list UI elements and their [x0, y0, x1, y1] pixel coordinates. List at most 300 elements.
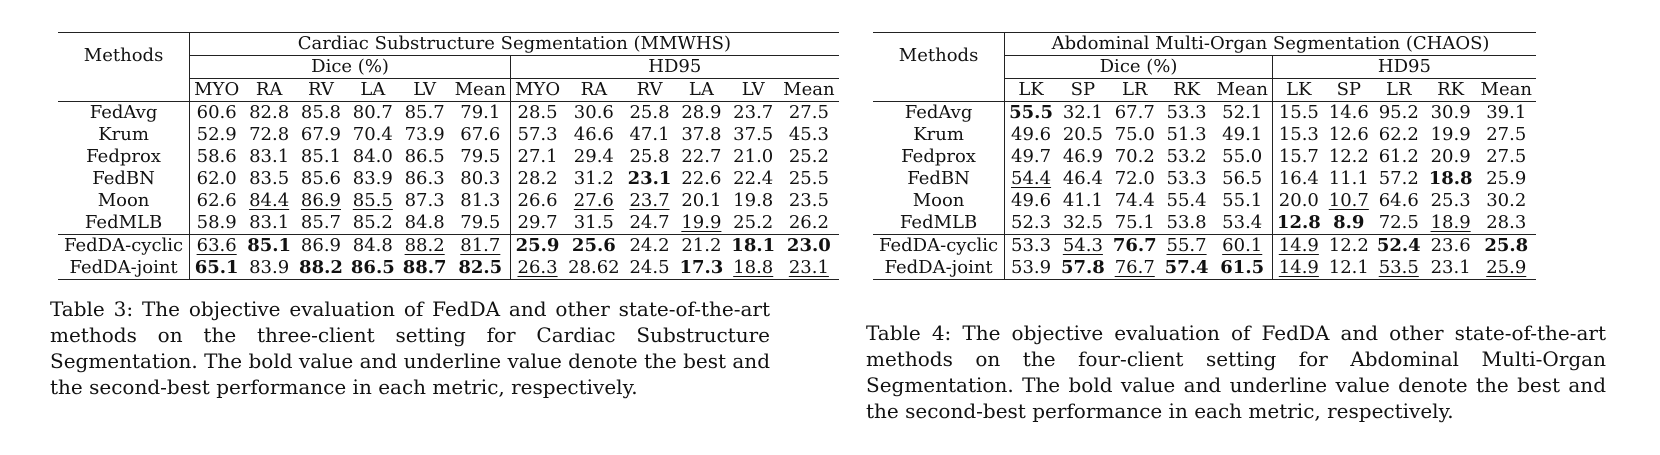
- table-cell: [1272, 257, 1324, 280]
- cell-value: 23.7: [629, 190, 670, 211]
- cell-value: 53.2: [1166, 146, 1207, 167]
- table-cell: [564, 102, 624, 125]
- table-cell: [347, 146, 399, 168]
- cell-value: 14.6: [1328, 102, 1369, 123]
- table-4-block: [873, 32, 1613, 280]
- column-header: RK: [1173, 79, 1201, 100]
- column-header: RA: [255, 79, 283, 100]
- cell-value: 70.4: [352, 124, 393, 145]
- table-cell: [1425, 190, 1477, 212]
- cell-value: 25.5: [788, 168, 829, 189]
- table-cell: [779, 257, 838, 280]
- cell-value: 79.1: [460, 102, 501, 123]
- table-cell: [1425, 212, 1477, 235]
- table-3-caption: Table 3: The objective evaluation of FedDA and other state-of-the-art methods on the three-client setting for Cardiac Substructure Segmentation. The bold value and underline value denote the best and the second-best performance in each metric, respectively.: [50, 297, 770, 399]
- cell-value: 46.6: [573, 124, 614, 145]
- cell-value: 20.1: [681, 190, 722, 211]
- table-cell: [1373, 168, 1425, 190]
- cell-value: 17.3: [679, 257, 724, 278]
- cell-value: 25.3: [1430, 190, 1471, 211]
- cell-value: 23.1: [1430, 257, 1471, 278]
- table-cell: [347, 212, 399, 235]
- cell-value: 72.0: [1114, 168, 1155, 189]
- table-row: [58, 168, 839, 190]
- cell-value: 28.2: [517, 168, 558, 189]
- cell-value: 12.1: [1328, 257, 1369, 278]
- table-group-title: Abdominal Multi-Organ Segmentation (CHAOS): [1005, 33, 1536, 56]
- table-cell: [347, 190, 399, 212]
- table-cell: [451, 124, 511, 146]
- table-cell: [1325, 102, 1373, 125]
- table-cell: [564, 212, 624, 235]
- cell-value: 52.4: [1376, 235, 1421, 256]
- cell-value: 27.5: [1486, 124, 1527, 145]
- cell-value: 74.4: [1114, 190, 1155, 211]
- table-cell: [564, 257, 624, 280]
- table-cell: [1325, 235, 1373, 258]
- table-cell: [675, 124, 727, 146]
- table-row: [58, 146, 839, 168]
- table-cell: [1477, 168, 1536, 190]
- cell-value: 31.2: [573, 168, 614, 189]
- cell-value: 25.8: [629, 102, 670, 123]
- cell-value: 86.9: [300, 235, 341, 256]
- method-name: Krum: [873, 124, 1005, 146]
- cell-value: 76.7: [1114, 257, 1155, 278]
- cell-value: 18.1: [731, 235, 776, 256]
- table-cell: [1161, 168, 1213, 190]
- table-cell: [347, 168, 399, 190]
- table-cell: [1057, 257, 1109, 280]
- table-cell: [1057, 146, 1109, 168]
- cell-value: 62.0: [196, 168, 237, 189]
- table-cell: [1272, 168, 1324, 190]
- cell-value: 83.9: [249, 257, 290, 278]
- table-cell: [1213, 235, 1273, 258]
- table-row: [873, 146, 1536, 168]
- cell-value: 88.2: [299, 257, 343, 278]
- cell-value: 84.8: [352, 235, 393, 256]
- cell-value: 75.1: [1114, 212, 1155, 233]
- table-cell: [624, 190, 676, 212]
- table-cell: [190, 168, 244, 190]
- table-cell: [1425, 257, 1477, 280]
- table-cell: [1373, 235, 1425, 258]
- table-cell: [1477, 212, 1536, 235]
- table-cell: [511, 257, 565, 280]
- table-cell: [1057, 168, 1109, 190]
- table-cell: [1109, 235, 1161, 258]
- column-header: RV: [636, 79, 663, 100]
- table-cell: [675, 257, 727, 280]
- method-name: FedAvg: [873, 102, 1005, 125]
- cell-value: 54.4: [1011, 168, 1052, 189]
- cell-value: 53.3: [1166, 168, 1207, 189]
- table-cell: [511, 102, 565, 125]
- table-cell: [727, 235, 779, 258]
- table-cell: [295, 146, 347, 168]
- cell-value: 82.8: [249, 102, 290, 123]
- cell-value: 22.7: [681, 146, 722, 167]
- cell-value: 83.9: [352, 168, 393, 189]
- table-cell: [1425, 124, 1477, 146]
- cell-value: 64.6: [1378, 190, 1419, 211]
- column-header: RK: [1437, 79, 1465, 100]
- table-cell: [1161, 190, 1213, 212]
- table-cell: [399, 257, 451, 280]
- table-cell: [451, 102, 511, 125]
- table-cell: [347, 102, 399, 125]
- table-cell: [1477, 190, 1536, 212]
- cell-value: 23.5: [788, 190, 829, 211]
- table-cell: [295, 212, 347, 235]
- cell-value: 86.5: [350, 257, 395, 278]
- cell-value: 47.1: [629, 124, 670, 145]
- cell-value: 26.2: [788, 212, 829, 233]
- metric-dice-header: Dice (%): [1005, 56, 1273, 79]
- table-cell: [1425, 235, 1477, 258]
- cell-value: 56.5: [1222, 168, 1263, 189]
- cell-value: 12.8: [1276, 212, 1321, 233]
- table-cell: [451, 235, 511, 258]
- table-cell: [295, 124, 347, 146]
- cell-value: 20.5: [1062, 124, 1103, 145]
- table-cell: [190, 257, 244, 280]
- table-cell: [1272, 190, 1324, 212]
- cell-value: 23.7: [733, 102, 774, 123]
- table-cell: [511, 168, 565, 190]
- cell-value: 30.9: [1430, 102, 1471, 123]
- cell-value: 32.1: [1062, 102, 1103, 123]
- cell-value: 85.2: [352, 212, 393, 233]
- table-cell: [190, 212, 244, 235]
- table-cell: [451, 146, 511, 168]
- cell-value: 14.9: [1278, 235, 1319, 256]
- table-cell: [779, 212, 838, 235]
- table-cell: [451, 257, 511, 280]
- table-cell: [727, 212, 779, 235]
- cell-value: 81.3: [460, 190, 501, 211]
- cell-value: 73.9: [404, 124, 445, 145]
- cell-value: 28.62: [568, 257, 620, 278]
- cell-value: 57.2: [1378, 168, 1419, 189]
- table-group-title: Cardiac Substructure Segmentation (MMWHS): [190, 33, 839, 56]
- cell-value: 61.2: [1378, 146, 1419, 167]
- cell-value: 72.8: [249, 124, 290, 145]
- cell-value: 58.9: [196, 212, 237, 233]
- table-cell: [779, 146, 838, 168]
- cell-value: 22.4: [733, 168, 774, 189]
- cell-value: 85.1: [247, 235, 292, 256]
- table-cell: [1057, 212, 1109, 235]
- cell-value: 76.7: [1112, 235, 1157, 256]
- cell-value: 19.9: [1430, 124, 1471, 145]
- cell-value: 58.6: [196, 146, 237, 167]
- table-cell: [190, 124, 244, 146]
- table-cell: [1005, 212, 1057, 235]
- table-cell: [1272, 212, 1324, 235]
- table-cell: [1373, 257, 1425, 280]
- table-cell: [1477, 146, 1536, 168]
- cell-value: 83.1: [249, 212, 290, 233]
- table-cell: [1057, 190, 1109, 212]
- cell-value: 46.9: [1062, 146, 1103, 167]
- cell-value: 24.7: [629, 212, 670, 233]
- column-header: Mean: [1480, 79, 1532, 100]
- table-cell: [1325, 168, 1373, 190]
- table-cell: [727, 102, 779, 125]
- method-name: FedBN: [58, 168, 190, 190]
- table-cell: [1272, 235, 1324, 258]
- methods-header: Methods: [58, 33, 190, 79]
- table-row: [873, 212, 1536, 235]
- cell-value: 18.8: [733, 257, 774, 278]
- cell-value: 57.4: [1164, 257, 1209, 278]
- cell-value: 27.5: [788, 102, 829, 123]
- table-row: [58, 124, 839, 146]
- table-cell: [243, 124, 295, 146]
- table-cell: [399, 102, 451, 125]
- cell-value: 18.9: [1430, 212, 1471, 233]
- cell-value: 60.6: [196, 102, 237, 123]
- cell-value: 83.1: [249, 146, 290, 167]
- table-cell: [727, 190, 779, 212]
- cell-value: 23.6: [1430, 235, 1471, 256]
- table-cell: [1477, 102, 1536, 125]
- metric-hd95-header: HD95: [511, 56, 839, 79]
- cell-value: 62.2: [1378, 124, 1419, 145]
- cell-value: 30.2: [1486, 190, 1527, 211]
- method-name: Moon: [873, 190, 1005, 212]
- cell-value: 19.8: [733, 190, 774, 211]
- table-cell: [1109, 212, 1161, 235]
- cell-value: 53.4: [1222, 212, 1263, 233]
- table-cell: [1373, 102, 1425, 125]
- table-row: [58, 257, 839, 280]
- column-header: LA: [688, 79, 714, 100]
- cell-value: 15.5: [1278, 102, 1319, 123]
- table-cell: [1161, 146, 1213, 168]
- table-4-caption: Table 4: The objective evaluation of FedDA and other state-of-the-art methods on the four-client setting for Abdominal Multi-Organ Segmentation. The bold value and underline value denote the best and the second-best performance in each metric, respectively.: [866, 321, 1606, 423]
- cell-value: 79.5: [460, 146, 501, 167]
- table-cell: [295, 257, 347, 280]
- method-name: FedDA-cyclic: [873, 235, 1005, 258]
- table-row: [873, 235, 1536, 258]
- cell-value: 25.9: [515, 235, 560, 256]
- table-cell: [1109, 257, 1161, 280]
- cell-value: 37.5: [733, 124, 774, 145]
- table-cell: [1161, 212, 1213, 235]
- table-cell: [1325, 146, 1373, 168]
- cell-value: 27.5: [1486, 146, 1527, 167]
- cell-value: 23.0: [786, 235, 831, 256]
- cell-value: 67.9: [300, 124, 341, 145]
- table-cell: [511, 146, 565, 168]
- methods-header-spacer: [873, 79, 1005, 102]
- cell-value: 83.5: [249, 168, 290, 189]
- column-header: LV: [741, 79, 765, 100]
- table-cell: [511, 190, 565, 212]
- table-cell: [243, 102, 295, 125]
- cell-value: 65.1: [194, 257, 239, 278]
- table-cell: [295, 190, 347, 212]
- cell-value: 41.1: [1062, 190, 1103, 211]
- cell-value: 24.2: [629, 235, 670, 256]
- cell-value: 84.8: [404, 212, 445, 233]
- cell-value: 49.7: [1011, 146, 1052, 167]
- cell-value: 84.0: [352, 146, 393, 167]
- cell-value: 55.1: [1222, 190, 1263, 211]
- method-name: FedAvg: [58, 102, 190, 125]
- table-4: [873, 32, 1536, 280]
- column-header: RA: [580, 79, 608, 100]
- cell-value: 18.8: [1428, 168, 1473, 189]
- table-cell: [1057, 102, 1109, 125]
- table-cell: [295, 235, 347, 258]
- cell-value: 49.6: [1011, 124, 1052, 145]
- method-name: FedDA-joint: [873, 257, 1005, 280]
- cell-value: 25.2: [733, 212, 774, 233]
- cell-value: 45.3: [788, 124, 829, 145]
- table-cell: [451, 168, 511, 190]
- table-cell: [347, 235, 399, 258]
- table-cell: [511, 124, 565, 146]
- cell-value: 21.0: [733, 146, 774, 167]
- table-row: [873, 124, 1536, 146]
- table-cell: [1161, 124, 1213, 146]
- cell-value: 75.0: [1114, 124, 1155, 145]
- column-header: SP: [1336, 79, 1362, 100]
- column-header: SP: [1070, 79, 1096, 100]
- cell-value: 62.6: [196, 190, 237, 211]
- cell-value: 31.5: [573, 212, 614, 233]
- cell-value: 85.1: [300, 146, 341, 167]
- method-name: FedDA-cyclic: [58, 235, 190, 258]
- cell-value: 26.3: [517, 257, 558, 278]
- table-cell: [399, 190, 451, 212]
- cell-value: 52.3: [1011, 212, 1052, 233]
- cell-value: 11.1: [1328, 168, 1369, 189]
- table-cell: [1425, 168, 1477, 190]
- cell-value: 55.0: [1222, 146, 1263, 167]
- table-cell: [624, 212, 676, 235]
- cell-value: 51.3: [1166, 124, 1207, 145]
- table-cell: [624, 102, 676, 125]
- table-cell: [1213, 257, 1273, 280]
- methods-header-spacer: [58, 79, 190, 102]
- cell-value: 20.9: [1430, 146, 1471, 167]
- cell-value: 53.9: [1011, 257, 1052, 278]
- cell-value: 82.5: [458, 257, 503, 278]
- table-row: [873, 190, 1536, 212]
- table-cell: [779, 235, 838, 258]
- cell-value: 60.1: [1222, 235, 1263, 256]
- method-name: Krum: [58, 124, 190, 146]
- cell-value: 22.6: [681, 168, 722, 189]
- table-cell: [399, 168, 451, 190]
- column-header: MYO: [515, 79, 561, 100]
- cell-value: 57.8: [1060, 257, 1105, 278]
- table-cell: [675, 212, 727, 235]
- cell-value: 46.4: [1062, 168, 1103, 189]
- table-cell: [1005, 102, 1057, 125]
- table-cell: [675, 235, 727, 258]
- table-cell: [190, 146, 244, 168]
- method-name: Fedprox: [58, 146, 190, 168]
- cell-value: 25.8: [1484, 235, 1529, 256]
- methods-header: Methods: [873, 33, 1005, 79]
- cell-value: 84.4: [249, 190, 290, 211]
- table-cell: [1213, 212, 1273, 235]
- table-row: [58, 212, 839, 235]
- table-cell: [1425, 102, 1477, 125]
- cell-value: 70.2: [1114, 146, 1155, 167]
- table-cell: [1373, 124, 1425, 146]
- column-header: LK: [1286, 79, 1312, 100]
- table-cell: [1109, 146, 1161, 168]
- table-cell: [1109, 124, 1161, 146]
- table-cell: [399, 235, 451, 258]
- cell-value: 87.3: [404, 190, 445, 211]
- cell-value: 12.2: [1328, 235, 1369, 256]
- cell-value: 49.1: [1222, 124, 1263, 145]
- method-name: Moon: [58, 190, 190, 212]
- table-cell: [1005, 257, 1057, 280]
- cell-value: 52.9: [196, 124, 237, 145]
- table-cell: [1057, 235, 1109, 258]
- table-cell: [243, 257, 295, 280]
- table-cell: [624, 124, 676, 146]
- cell-value: 23.1: [788, 257, 829, 278]
- cell-value: 14.9: [1278, 257, 1319, 278]
- table-cell: [624, 235, 676, 258]
- cell-value: 63.6: [196, 235, 237, 256]
- table-cell: [675, 146, 727, 168]
- column-header: LK: [1018, 79, 1044, 100]
- cell-value: 29.4: [573, 146, 614, 167]
- table-cell: [1005, 146, 1057, 168]
- cell-value: 37.8: [681, 124, 722, 145]
- cell-value: 28.9: [681, 102, 722, 123]
- cell-value: 29.7: [517, 212, 558, 233]
- table-cell: [1005, 124, 1057, 146]
- table-cell: [727, 168, 779, 190]
- cell-value: 28.3: [1486, 212, 1527, 233]
- table-cell: [1477, 124, 1536, 146]
- cell-value: 61.5: [1220, 257, 1265, 278]
- metric-dice-header: Dice (%): [190, 56, 511, 79]
- table-cell: [564, 168, 624, 190]
- table-cell: [1272, 146, 1324, 168]
- method-name: Fedprox: [873, 146, 1005, 168]
- cell-value: 53.5: [1378, 257, 1419, 278]
- cell-value: 53.3: [1011, 235, 1052, 256]
- cell-value: 15.7: [1278, 146, 1319, 167]
- cell-value: 80.3: [460, 168, 501, 189]
- table-cell: [779, 102, 838, 125]
- table-cell: [1373, 146, 1425, 168]
- table-cell: [1005, 190, 1057, 212]
- table-cell: [190, 102, 244, 125]
- cell-value: 88.2: [404, 235, 445, 256]
- cell-value: 49.6: [1011, 190, 1052, 211]
- table-cell: [624, 257, 676, 280]
- column-header: LA: [360, 79, 386, 100]
- table-cell: [243, 146, 295, 168]
- cell-value: 23.1: [627, 168, 672, 189]
- table-cell: [1325, 212, 1373, 235]
- table-cell: [564, 190, 624, 212]
